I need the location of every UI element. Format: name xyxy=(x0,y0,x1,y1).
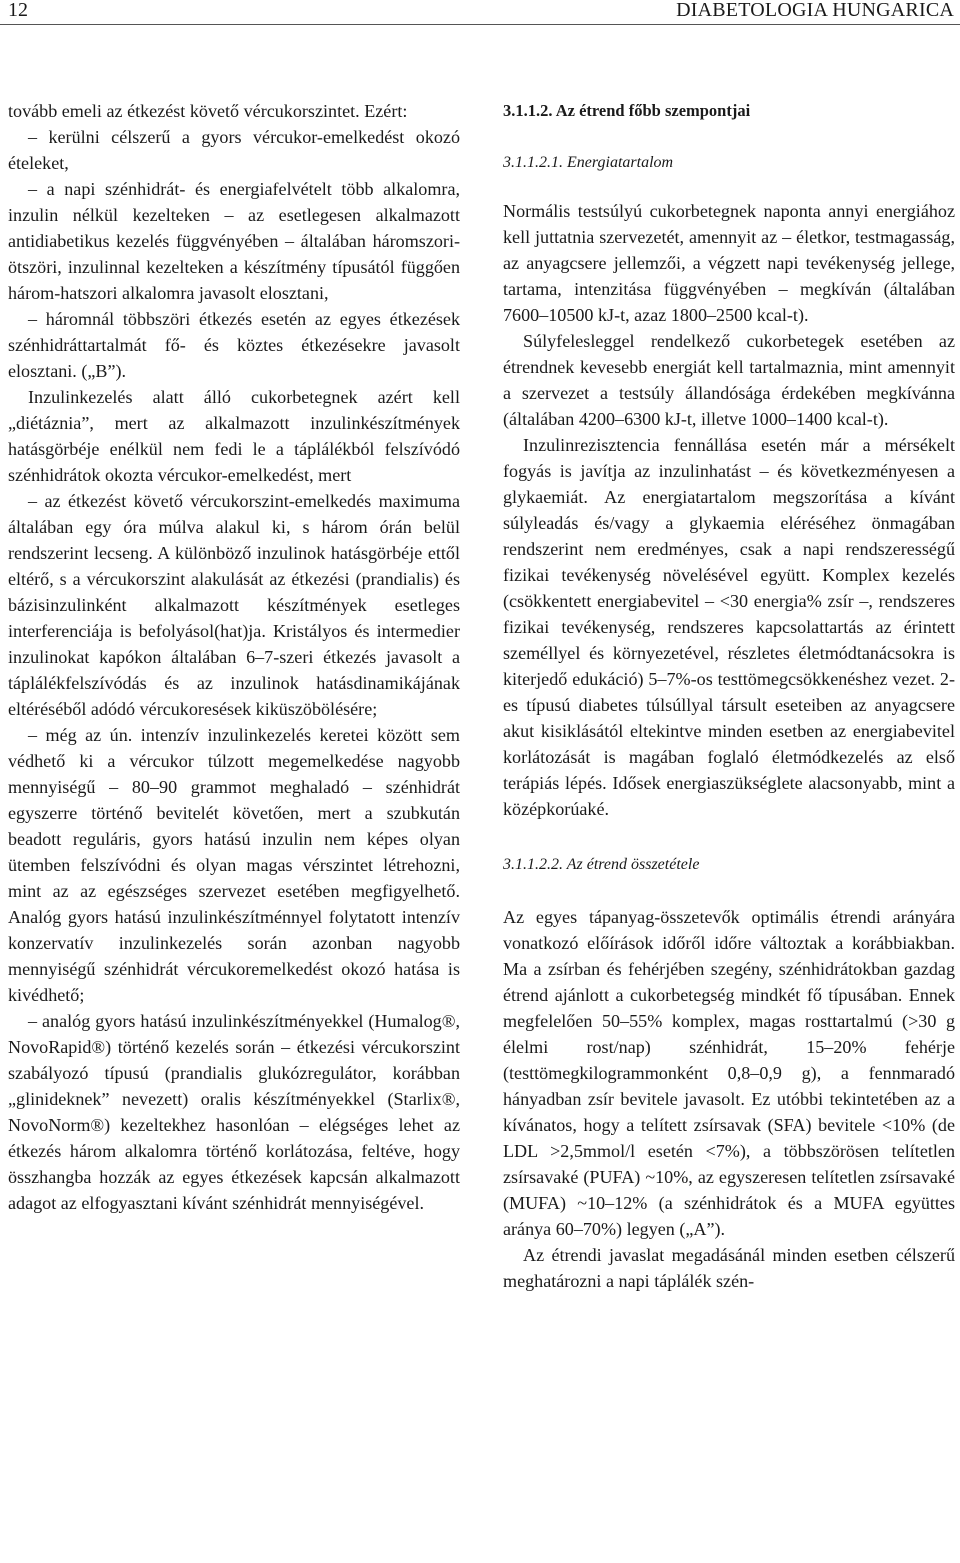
bullet-item: – analóg gyors hatású inzulinkészítményekkel (Humalog®, NovoRapid®) történő kezelés során – étkezési vércukorszint szabályozó típusú (prandialis glukózregulátor, korábban „glinideknek” nevezett) oralis készítményekkel (Starlix®, NovoNorm®) kezeltekhez hasonlóan – elégséges lehet az étkezés három alkalomra történő korlátozása, feltéve, hogy összhangba hozzák az egyes étkezések kapcsán alkalmazott adagot az elfogyasztani kívánt szénhidrát mennyiségével. xyxy=(8,1011,460,1213)
left-column xyxy=(8,98,460,1216)
right-column xyxy=(503,98,955,1294)
page-header xyxy=(0,0,960,26)
paragraph: Inzulinrezisztencia fennállása esetén már a mérsékelt fogyás is javítja az inzulinhatást – és következményesen a glykaemiát. Az energiatartalom megszorítása a kívánt súlyleadás és/vagy a glykaemia eléréséhez önmagában rendszerint nem eredményes, csak a napi rendszerességű fizikai tevékenység növelésével együtt. Komplex kezelés (csökkentett energiabevitel – <30 energia% zsír –, rendszeres fizikai tevékenység, rendszeres kapcsolattartás az érintett személlyel és környezetével, részletes életmódtanácsokra is kiterjedő edukáció) 5–7%-os testtömegcsökkenéshez vezet. 2-es típusú diabetes túlsúllyal társult eseteiben az anyagcsere akut kisiklásától eltekintve minden esetben az energiabevitel korlátozását is magában foglaló életmódkezelés az első terápiás lépés. Idősek energiaszükséglete alacsonyabb, mint a középkorúaké. xyxy=(503,435,955,819)
paragraph: Inzulinkezelés alatt álló cukorbetegnek azért kell „diétáznia”, mert az alkalmazott inzulinkészítmények hatásgörbéje enélkül nem fedi le a táplálékból felszívódó szénhidrátok okozta vércukor-emelkedést, mert xyxy=(8,387,460,485)
spacer xyxy=(503,878,955,904)
spacer xyxy=(503,822,955,852)
page-number: 12 xyxy=(8,0,28,21)
subsection-heading: 3.1.1.2.1. Energiatartalom xyxy=(503,154,674,171)
paragraph: tovább emeli az étkezést követő vércukorszintet. Ezért: xyxy=(8,101,408,121)
bullet-item: – még az ún. intenzív inzulinkezelés keretei között sem védhető ki a vércukor túlzott megemelkedése nagyobb mennyiségű – 80–90 grammot meghaladó – szénhidrát egyszerre történő bevitelét követően, mert a szubkután beadott reguláris, gyors hatású inzulin nem képes olyan ütemben felszívódni és olyan magas vérszintet létrehozni, mint az az egészséges szervezet esetében megfigyelhető. Analóg gyors hatású inzulinkészítménnyel folytatott intenzív konzervatív inzulinkezelés során azonban nagyobb mennyiségű szénhidrát vércukoremelkedést okozó hatása is kivédhető; xyxy=(8,725,460,1005)
header-rule xyxy=(0,24,960,25)
paragraph: Az egyes tápanyag-összetevők optimális étrendi arányára vonatkozó előírások időről időre változtak a korábbiakban. Ma a zsírban és fehérjében szegény, szénhidrátokban gazdag étrend ajánlott a cukorbetegség mindkét fő típusában. Ennek megfelelően 50–55% komplex, magas rosttartalmú (>30 g élelmi rost/nap) szénhidrát, 15–20% fehérje (testtömegkilogrammonként 0,8–0,9 g), a fennmaradó hányadban zsír bevitele javasolt. Ez utóbbi tekintetében az a kívánatos, hogy a telített zsírsavak (SFA) bevitele <10% (de LDL >2,5mmol/l esetén <7%), a többszörösen telítetlen zsírsavaké (PUFA) ~10%, az egyszeresen telítetlen zsírsavaké (MUFA) ~10–12% (a szénhidrátok és a MUFA együttes aránya 60–70%) legyen („A”). xyxy=(503,907,955,1239)
subsection-heading: 3.1.1.2.2. Az étrend összetétele xyxy=(503,856,700,873)
bullet-item: – háromnál többszöri étkezés esetén az egyes étkezések szénhidráttartalmát fő- és köztes étkezésekre javasolt elosztani. („B”). xyxy=(8,309,460,381)
bullet-item: – kerülni célszerű a gyors vércukor-emelkedést okozó ételeket, xyxy=(8,127,460,173)
spacer xyxy=(503,176,955,198)
section-heading: 3.1.1.2. Az étrend főbb szempontjai xyxy=(503,101,751,120)
journal-title: DIABETOLOGIA HUNGARICA xyxy=(676,0,954,21)
paragraph: Súlyfelesleggel rendelkező cukorbetegek esetében az étrendnek kevesebb energiát kell tartalmaznia, mint amennyit a szervezet a testsúly állandósága érdekében megkívánna (általában 4200–6300 kJ-t, illetve 1000–1400 kcal-t). xyxy=(503,331,955,429)
paragraph: Az étrendi javaslat megadásánál minden esetben célszerű meghatározni a napi táplálék szén- xyxy=(503,1245,955,1291)
bullet-item: – az étkezést követő vércukorszint-emelkedés maximuma általában egy óra múlva alakul ki, s három órán belül rendszerint lecseng. A különböző inzulinok hatásgörbéje ettől eltérő, s a vércukorszint alakulását az étkezési (prandialis) és bázisinzulinként alkalmazott készítmények esetleges interferenciája is befolyásol(hat)ja. Kristályos és intermedier inzulinokat kapókon általában 6–7-szeri étkezés javasolt a táplálékfelszívódás és az inzulinok hatásdinamikájának eltéréséből adódó vércukoresések kiküszöbölésére; xyxy=(8,491,460,719)
bullet-item: – a napi szénhidrát- és energiafelvételt több alkalomra, inzulin nélkül kezelteken – az esetlegesen alkalmazott antidiabetikus kezelés függvényében – általában háromszori-ötszöri, inzulinnal kezelteken a készítmény típusától függően három-hatszori alkalomra javasolt elosztani, xyxy=(8,179,460,303)
spacer xyxy=(503,124,955,150)
paragraph: Normális testsúlyú cukorbetegnek naponta annyi energiához kell juttatnia szervezetét, amennyit az – életkor, testmagasság, az anyagcsere jellemzői, a végzett napi tevékenység jellege, tartama, intenzitása függvényében – megkíván (általában 7600–10500 kJ-t, azaz 1800–2500 kcal-t). xyxy=(503,201,955,325)
